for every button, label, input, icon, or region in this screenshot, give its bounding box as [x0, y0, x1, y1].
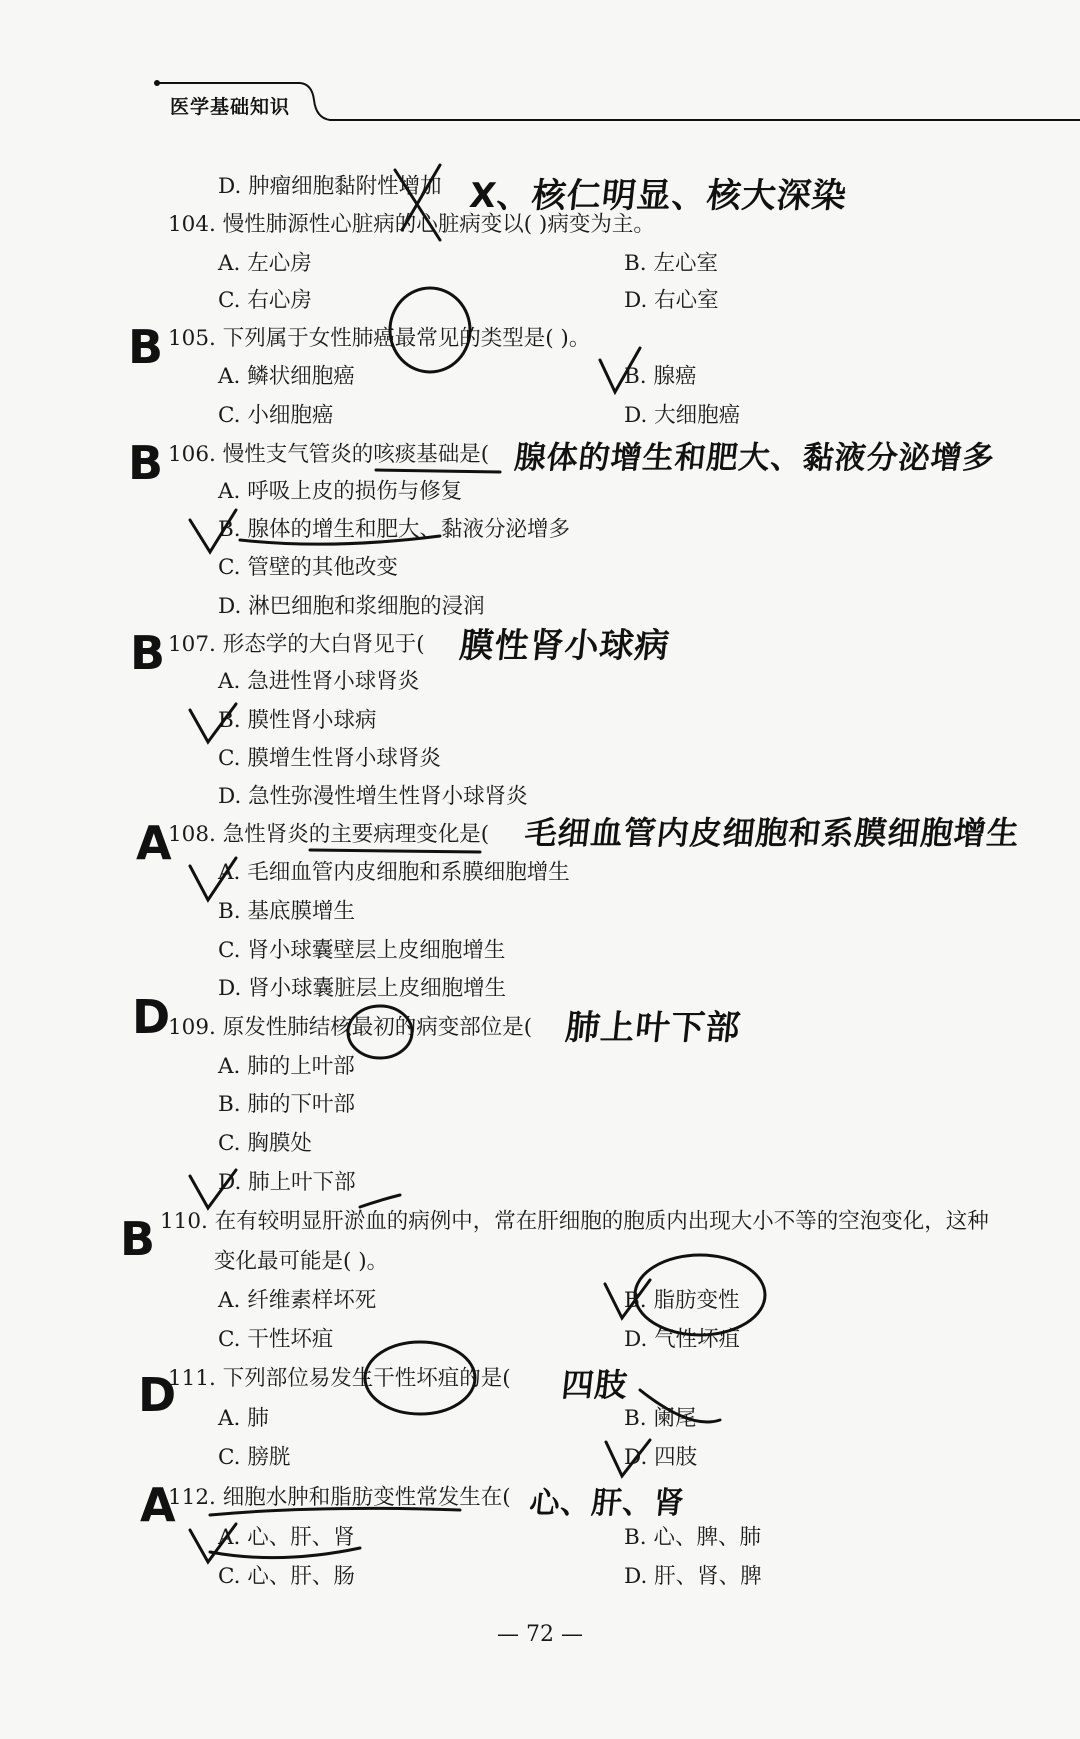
q108-option-d: D. 肾小球囊脏层上皮细胞增生 [218, 976, 507, 1001]
q108-option-a: A. 毛细血管内皮细胞和系膜细胞增生 [218, 860, 570, 885]
q104-option-d: D. 右心室 [624, 288, 719, 313]
q109-stem: 109. 原发性肺结核最初的病变部位是( [168, 1015, 533, 1040]
header-rule [0, 0, 1080, 140]
q111-option-a: A. 肺 [218, 1406, 269, 1431]
handwritten-note-q112: 心、肝、肾 [527, 1486, 687, 1521]
q110-option-a: A. 纤维素样坏死 [218, 1288, 377, 1313]
q106-option-b: B. 腺体的增生和肥大、黏液分泌增多 [218, 517, 570, 542]
q108-option-c: C. 肾小球囊壁层上皮细胞增生 [218, 938, 506, 963]
q105-option-b: B. 腺癌 [624, 364, 697, 389]
handwritten-answer-q109: D [132, 990, 171, 1044]
page-number: — 72 — [497, 1622, 583, 1647]
handwritten-note-q109: 肺上叶下部 [563, 1008, 743, 1048]
q109-option-c: C. 胸膜处 [218, 1131, 312, 1156]
q109-option-b: B. 肺的下叶部 [218, 1092, 355, 1117]
handwritten-note-q106: 腺体的增生和肥大、黏液分泌增多 [512, 440, 997, 476]
handwritten-answer-q111: D [138, 1368, 177, 1422]
q104-option-c: C. 右心房 [218, 288, 312, 313]
q110-option-d: D. 气性坏疽 [624, 1327, 741, 1352]
handwritten-note-q111: 四肢 [559, 1366, 630, 1404]
q107-stem: 107. 形态学的大白肾见于( [168, 632, 425, 657]
q106-stem: 106. 慢性支气管炎的咳痰基础是( [168, 442, 490, 467]
q104-option-b: B. 左心室 [624, 251, 718, 276]
q108-stem: 108. 急性肾炎的主要病理变化是( [168, 822, 490, 847]
q105-option-a: A. 鳞状细胞癌 [218, 364, 355, 389]
q105-option-c: C. 小细胞癌 [218, 403, 334, 428]
q112-option-c: C. 心、肝、肠 [218, 1564, 355, 1589]
q111-option-c: C. 膀胱 [218, 1445, 291, 1470]
underline-q106 [376, 470, 500, 472]
q112-option-d: D. 肝、肾、脾 [624, 1564, 762, 1589]
q104-stem: 104. 慢性肺源性心脏病的心脏病变以( )病变为主。 [168, 212, 655, 237]
q105-option-d: D. 大细胞癌 [624, 403, 741, 428]
section-title: 医学基础知识 [170, 96, 291, 118]
handwritten-note-q107: 膜性肾小球病 [457, 626, 672, 666]
q106-option-c: C. 管壁的其他改变 [218, 555, 398, 580]
q112-option-b: B. 心、脾、肺 [624, 1525, 761, 1550]
q110-option-c: C. 干性坏疽 [218, 1327, 334, 1352]
q107-option-b: B. 膜性肾小球病 [218, 708, 377, 733]
handwritten-answer-q105: B [128, 320, 164, 374]
handwritten-note-q108: 毛细血管内皮细胞和系膜细胞增生 [522, 814, 1022, 852]
underline-q108 [310, 850, 480, 852]
handwritten-note-q103: X、核仁明显、核大深染 [467, 176, 849, 216]
handwritten-answer-q110: B [120, 1212, 156, 1266]
handwritten-answer-q107: B [130, 626, 166, 680]
q112-option-a: A. 心、肝、肾 [218, 1525, 355, 1550]
arrow-mark-q110 [360, 1195, 400, 1207]
q106-option-a: A. 呼吸上皮的损伤与修复 [218, 479, 463, 504]
q107-option-a: A. 急进性肾小球肾炎 [218, 669, 420, 694]
q106-option-d: D. 淋巴细胞和浆细胞的浸润 [218, 594, 485, 619]
q104-option-a: A. 左心房 [218, 251, 312, 276]
q110-stem-line1: 110. 在有较明显肝淤血的病例中，常在肝细胞的胞质内出现大小不等的空泡变化，这种 [160, 1209, 989, 1234]
q108-option-b: B. 基底膜增生 [218, 899, 355, 924]
q110-stem-line2: 变化最可能是( )。 [214, 1249, 389, 1274]
q111-stem: 111. 下列部位易发生干性坏疽的是( [168, 1366, 511, 1391]
q103-option-d: D. 肿瘤细胞黏附性增加 [218, 174, 442, 199]
q107-option-c: C. 膜增生性肾小球肾炎 [218, 746, 441, 771]
q112-stem: 112. 细胞水肿和脂肪变性常发生在( [168, 1485, 511, 1510]
q107-option-d: D. 急性弥漫性增生性肾小球肾炎 [218, 784, 528, 809]
handwritten-answer-q106: B [128, 436, 164, 490]
q110-option-b: B. 脂肪变性 [624, 1288, 740, 1313]
q105-stem: 105. 下列属于女性肺癌最常见的类型是( )。 [168, 326, 591, 351]
handwritten-answer-q108: A [136, 816, 172, 870]
handwritten-answer-q112: A [140, 1478, 176, 1532]
q109-option-a: A. 肺的上叶部 [218, 1054, 355, 1079]
q109-option-d: D. 肺上叶下部 [218, 1170, 356, 1195]
q111-option-b: B. 阑尾 [624, 1406, 697, 1431]
q111-option-d: D. 四肢 [624, 1445, 698, 1470]
